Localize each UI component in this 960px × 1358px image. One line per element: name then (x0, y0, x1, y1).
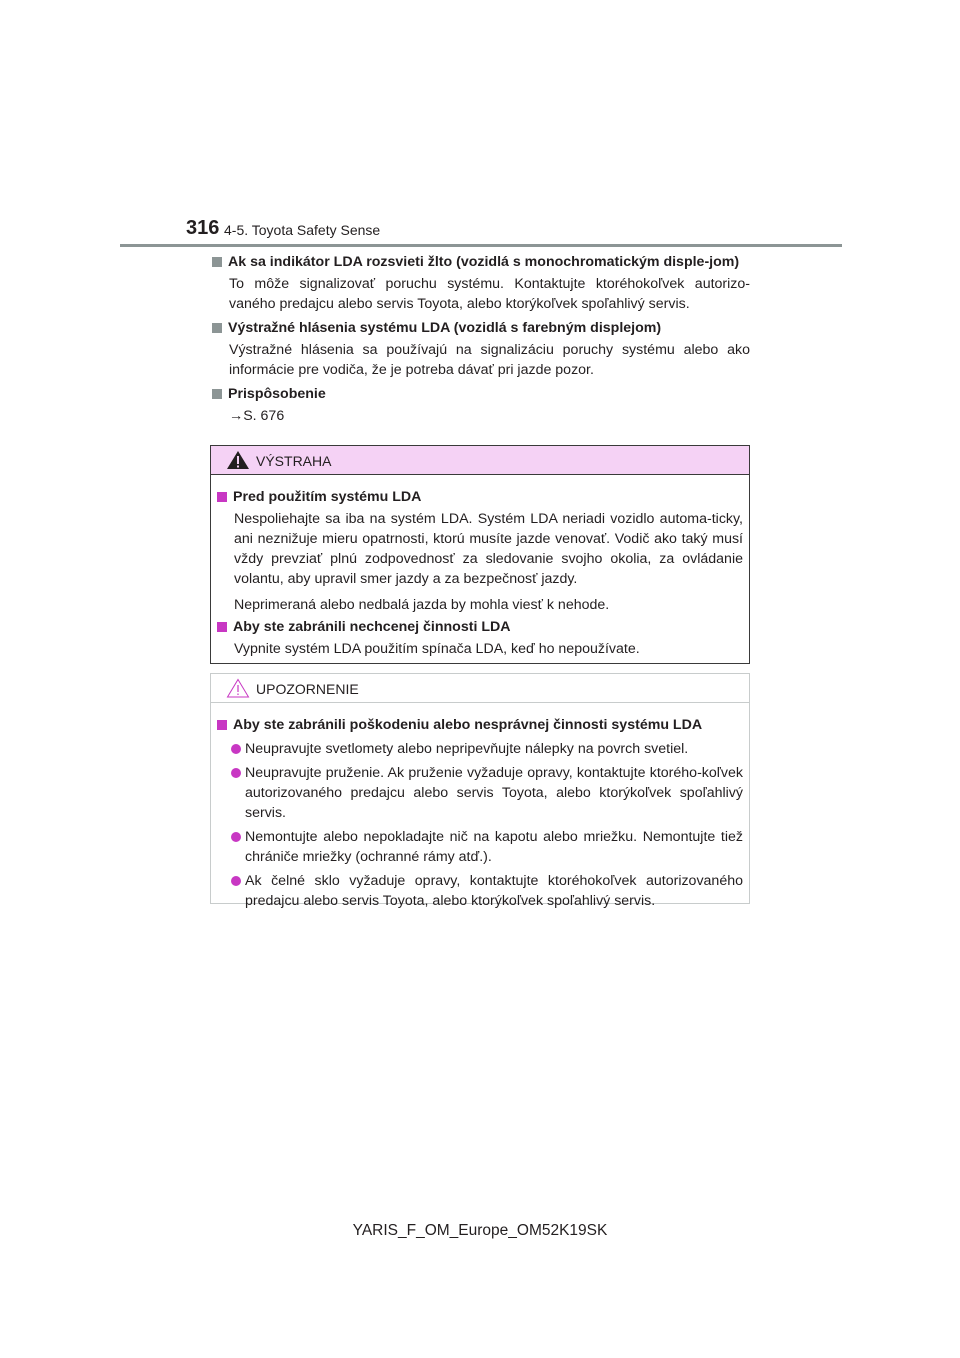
square-bullet-icon (212, 389, 222, 399)
caution-header (211, 674, 749, 703)
page-header (120, 216, 842, 246)
list-item: Ak čelné sklo vyžaduje opravy, kontaktujte ktoréhokoľvek autorizovaného predajcu alebo servis Toyota, alebo ktorýkoľvek spoľahlivý servis. (215, 871, 743, 911)
item-text: To môže signalizovať poruchu systému. Kontaktujte ktoréhokoľvek autorizo-vaného predajcu alebo servis Toyota, alebo ktorýkoľvek spoľahlivý servis. (229, 276, 750, 312)
caution-box (210, 673, 750, 909)
square-bullet-icon (212, 257, 222, 267)
warning-triangle-icon (226, 450, 250, 470)
warning-text: Nespoliehajte sa iba na systém LDA. Systém LDA neriadi vozidlo automa-ticky, ani neznižuje mieru opatrnosti, ktorú musíte jazde venovať. Vodič ako taký musí vždy prevziať plnú zodpovednosť za sledovanie svojho okolia, za ovládanie volantu, aby upravil smer jazdy a za bezpečnosť jazdy. (234, 511, 743, 587)
square-bullet-icon (217, 492, 227, 502)
item-heading: Prispôsobenie (228, 386, 326, 402)
section-title: 4-5. Toyota Safety Sense (224, 222, 381, 238)
warning-title: VÝSTRAHA (256, 453, 332, 469)
caution-triangle-icon (226, 678, 250, 698)
caution-heading: Aby ste zabránili poškodeniu alebo nesprávnej činnosti systému LDA (233, 717, 703, 733)
intro-item (210, 318, 750, 380)
square-bullet-icon (217, 720, 227, 730)
list-item: Nemontujte alebo nepokladajte nič na kapotu alebo mriežku. Nemontujte tiež chrániče mriežky (ochranné rámy atď.). (215, 827, 743, 867)
caution-body (211, 703, 749, 911)
caution-title: UPOZORNENIE (256, 681, 359, 697)
warning-text: Vypnite systém LDA použitím spínača LDA, keď ho nepoužívate. (234, 641, 640, 657)
document-footer: YARIS_F_OM_Europe_OM52K19SK (352, 1222, 608, 1239)
warning-body (211, 475, 749, 659)
item-heading: Výstražné hlásenia systému LDA (vozidlá s farebným displejom) (228, 320, 662, 336)
warning-header (211, 446, 749, 475)
intro-item (210, 384, 750, 426)
warning-heading: Aby ste zabránili nechcenej činnosti LDA (233, 619, 511, 635)
warning-heading: Pred použitím systému LDA (233, 489, 422, 505)
intro-item (210, 252, 750, 314)
page-reference: →S. 676 (229, 408, 285, 424)
round-bullet-icon (231, 832, 241, 842)
intro-content (210, 252, 750, 430)
warning-box (210, 445, 750, 664)
item-text: Výstražné hlásenia sa používajú na signalizáciu poruchy systému alebo ako informácie pre vodiča, že je potreba dávať pri jazde pozor. (229, 342, 750, 378)
round-bullet-icon (231, 768, 241, 778)
list-item: Neupravujte svetlomety alebo nepripevňujte nálepky na povrch svetiel. (215, 739, 743, 759)
page-number: 316 (186, 217, 220, 239)
warning-text: Neprimeraná alebo nedbalá jazda by mohla viesť k nehode. (234, 597, 610, 613)
square-bullet-icon (212, 323, 222, 333)
round-bullet-icon (231, 876, 241, 886)
header-rule (120, 244, 842, 247)
round-bullet-icon (231, 744, 241, 754)
item-heading: Ak sa indikátor LDA rozsvieti žlto (vozidlá s monochromatickým disple-jom) (228, 254, 740, 270)
square-bullet-icon (217, 622, 227, 632)
list-item: Neupravujte pruženie. Ak pruženie vyžaduje opravy, kontaktujte ktorého-koľvek autorizovaného predajcu alebo servis Toyota, alebo ktorýkoľvek spoľahlivý servis. (215, 763, 743, 823)
